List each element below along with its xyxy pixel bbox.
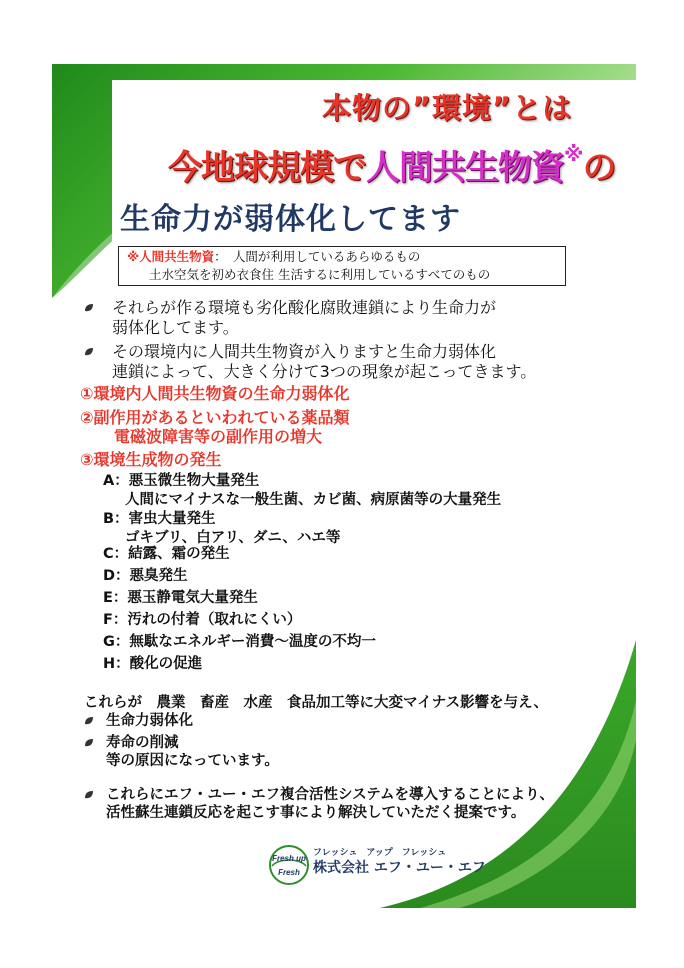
- item-f: F：汚れの付着（取れにくい）: [103, 612, 302, 628]
- item-b-detail: ゴキブリ、白アリ、ダニ、ハエ等: [125, 530, 341, 546]
- headline-main-part2: 人間共生物資: [366, 148, 564, 188]
- logo-tagline: フレッシュ アップ フレッシュ: [313, 848, 447, 858]
- item-b-title: B：害虫大量発生: [103, 511, 216, 527]
- definition-text-1: ： 人間が利用しているあらゆるもの: [214, 249, 421, 264]
- item-a: [103, 472, 501, 510]
- bullet-leaf-icon: [84, 303, 94, 313]
- item-h: H：酸化の促進: [103, 656, 203, 672]
- logo-ring-top-text: Fresh up: [272, 854, 306, 863]
- phenomenon-3: ③環境生成物の発生: [80, 450, 222, 469]
- closing-bullet-2-line1: 寿命の削減: [106, 735, 179, 751]
- headline-main: [168, 140, 615, 189]
- logo-ring-bottom-text: Fresh: [278, 868, 300, 877]
- definition-line-1: [127, 248, 557, 266]
- footnote-mark: ※: [564, 142, 583, 166]
- headline-main-part1: 今地球規模で: [168, 148, 366, 188]
- bullet-leaf-icon: [84, 738, 94, 748]
- closing-bullet-3-line1: これらにエフ・ユー・エフ複合活性システムを導入することにより、: [106, 787, 555, 803]
- phenomenon-1: ①環境内人間共生物資の生命力弱体化: [80, 384, 350, 403]
- intro-bullet-1-line2: 弱体化してます。: [112, 318, 239, 337]
- closing-bullet-3: [84, 786, 554, 822]
- definition-line-2: 土水空気を初め衣食住 生活するに利用しているすべてのもの: [149, 267, 491, 282]
- phenomenon-2: [80, 408, 350, 446]
- intro-bullet-1-line1: それらが作る環境も劣化酸化腐敗連鎖により生命力が: [112, 298, 497, 317]
- closing-bullet-2-line2: 等の原因になっています。: [106, 753, 279, 769]
- item-b: [103, 510, 340, 548]
- headline-top: 本物の”環境”とは: [322, 91, 573, 125]
- phenomenon-2-line1: ②副作用があるといわれている薬品類: [80, 408, 350, 427]
- closing-bullet-2: [84, 734, 279, 770]
- intro-bullet-2: [84, 342, 536, 382]
- company-name: 株式会社 エフ・ユー・エフ: [313, 860, 486, 876]
- bullet-leaf-icon: [84, 716, 94, 726]
- bullet-leaf-icon: [84, 790, 94, 800]
- item-g: G：無駄なエネルギー消費～温度の不均一: [103, 634, 376, 650]
- closing-bullet-1: [84, 712, 193, 730]
- item-d: D：悪臭発生: [103, 568, 188, 584]
- item-e: E：悪玉静電気大量発生: [103, 590, 258, 606]
- bullet-leaf-icon: [84, 347, 94, 357]
- intro-bullet-1: [84, 298, 496, 338]
- closing-bullet-3-line2: 活性蘇生連鎖反応を起こす事により解決していただく提案です。: [106, 805, 526, 821]
- item-c: C：結露、霜の発生: [103, 546, 230, 562]
- closing-lead: これらが 農業 畜産 水産 食品加工等に大変マイナス影響を与え、: [84, 695, 548, 711]
- headline-main-part3: の: [582, 148, 616, 188]
- closing-bullet-1-text: 生命力弱体化: [106, 713, 193, 729]
- phenomenon-2-line2: 電磁波障害等の副作用の増大: [114, 427, 323, 446]
- item-a-detail: 人間にマイナスな一般生菌、カビ菌、病原菌等の大量発生: [125, 492, 502, 508]
- intro-bullet-2-line2: 連鎖によって、大きく分けて3つの現象が起こってきます。: [112, 362, 537, 381]
- fresh-up-fresh-logo: [268, 844, 310, 886]
- item-a-title: A：悪玉微生物大量発生: [103, 473, 260, 489]
- headline-sub: 生命力が弱体化してます: [120, 202, 461, 237]
- definition-box: [118, 246, 566, 286]
- intro-bullet-2-line1: その環境内に人間共生物資が入りますと生命力弱体化: [112, 342, 497, 361]
- definition-label: ※人間共生物資: [127, 249, 215, 264]
